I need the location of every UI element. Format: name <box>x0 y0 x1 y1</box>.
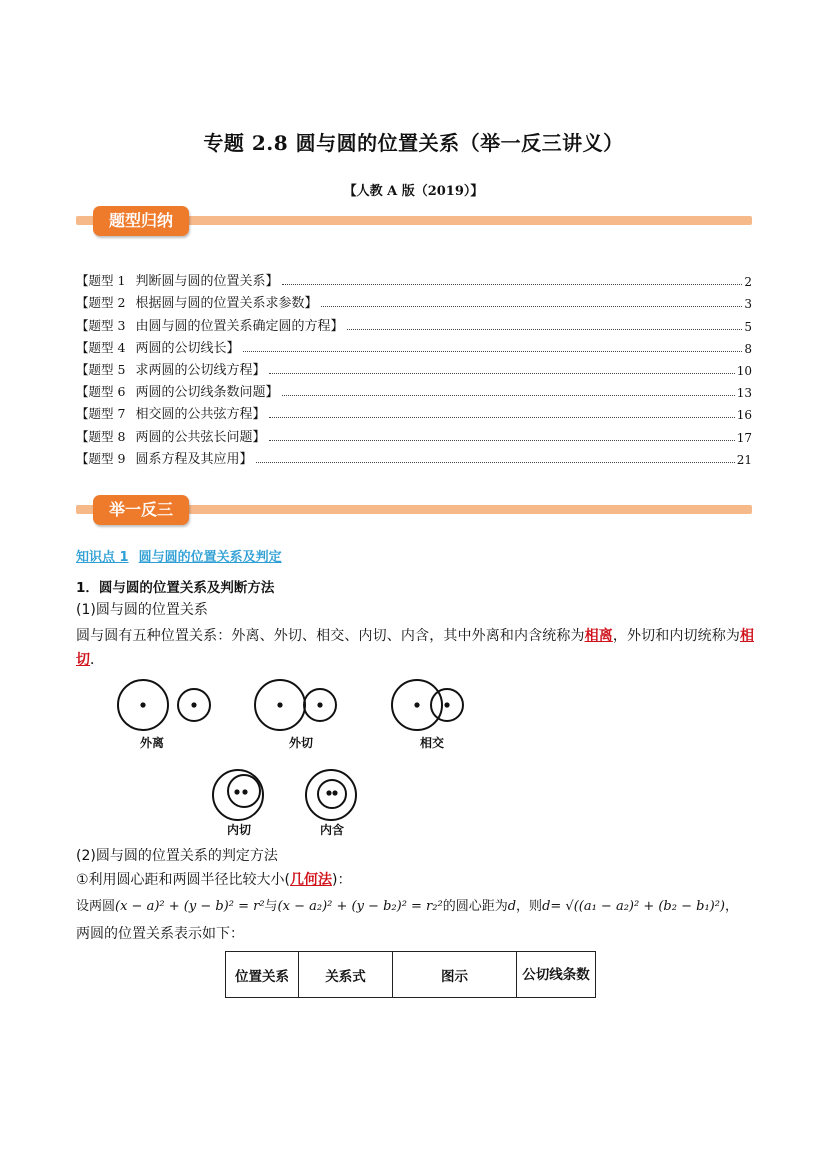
table-header: 关系式 <box>299 952 393 998</box>
knowledge-point-heading: 知识点 1 圆与圆的位置关系及判定 <box>76 550 282 565</box>
toc-row[interactable]: 【题型 2 根据圆与圆的位置关系求参数】 3 <box>76 295 752 312</box>
paragraph: 圆与圆有五种位置关系：外离、外切、相交、内切、内含，其中外离和内含统称为相离，外切和内切统称为相切． <box>76 628 755 668</box>
table-row <box>226 952 596 998</box>
toc-row[interactable]: 【题型 7 相交圆的公共弦方程】 16 <box>76 406 752 423</box>
edition-subtitle: 【人教 A 版（2019）】 <box>343 184 484 199</box>
circle <box>213 770 263 820</box>
table-intro: 两圆的位置关系表示如下： <box>76 926 244 942</box>
table-header: 公切线条数 <box>517 952 596 998</box>
toc-row[interactable]: 【题型 4 两圆的公切线长】 8 <box>76 339 752 356</box>
formula-line: 设两圆(x − a)² + (y − b)² = r²与(x − a₂)² + (y − b₂)² = r₂²的圆心距为d，则d= √((a₁ − a₂)² + (b₂ − b₁)²)， <box>76 899 739 914</box>
subheading: (2)圆与圆的位置关系的判定方法 <box>76 848 278 864</box>
banner-summary: 题型归纳 <box>93 206 189 236</box>
section-heading: 1．圆与圆的位置关系及判断方法 <box>76 580 275 596</box>
method-line: ①利用圆心距和两圆半径比较大小(几何法)： <box>76 872 352 888</box>
label-internal-tangent: 内切 <box>226 823 252 837</box>
toc-row[interactable]: 【题型 5 求两圆的公切线方程】 10 <box>76 361 752 378</box>
circle <box>306 770 356 820</box>
label-intersect: 相交 <box>419 736 445 750</box>
table-header: 图示 <box>393 952 517 998</box>
toc-row[interactable]: 【题型 1 判断圆与圆的位置关系】 2 <box>76 273 752 290</box>
table-header: 位置关系 <box>226 952 299 998</box>
table-of-contents <box>76 267 752 467</box>
relation-table <box>225 951 596 998</box>
page-title: 专题 2.8 圆与圆的位置关系（举一反三讲义） <box>203 131 624 155</box>
toc-row[interactable]: 【题型 6 两圆的公切线条数问题】 13 <box>76 384 752 401</box>
toc-row[interactable]: 【题型 9 圆系方程及其应用】 21 <box>76 450 752 467</box>
toc-row[interactable]: 【题型 8 两圆的公共弦长问题】 17 <box>76 428 752 445</box>
circle <box>318 780 346 808</box>
label-separate: 外离 <box>139 736 165 750</box>
circle-relations-diagram <box>100 668 500 840</box>
label-external-tangent: 外切 <box>288 736 314 750</box>
label-contained: 内含 <box>319 823 345 837</box>
banner-examples: 举一反三 <box>93 495 189 525</box>
subheading: (1)圆与圆的位置关系 <box>76 602 208 618</box>
toc-row[interactable]: 【题型 3 由圆与圆的位置关系确定圆的方程】 5 <box>76 317 752 334</box>
